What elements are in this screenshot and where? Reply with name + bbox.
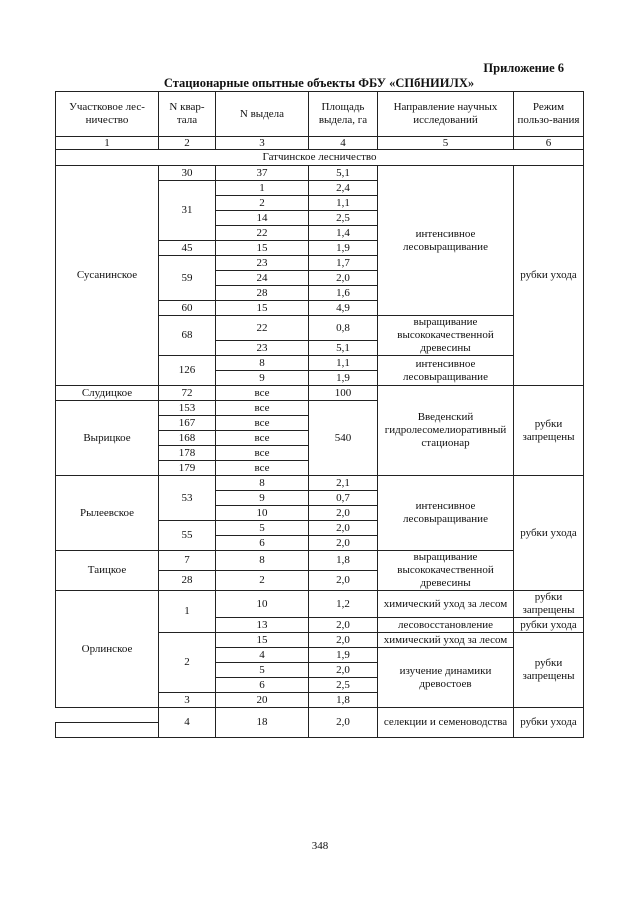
plot-cell: 13 (216, 618, 309, 633)
quarter-cell: 45 (159, 241, 216, 256)
quarter-cell: 59 (159, 256, 216, 301)
plot-cell: 18 (216, 708, 309, 738)
header-cell: Направление научных исследований (378, 92, 514, 137)
quarter-cell: 55 (159, 521, 216, 551)
direction-cell: интенсивное лесовыращивание (378, 166, 514, 316)
header-cell: Режим пользо-вания (514, 92, 584, 137)
area-cell: 1,7 (309, 256, 378, 271)
regime-cell: рубки ухода (514, 166, 584, 386)
area-cell: 1,9 (309, 648, 378, 663)
quarter-cell: 60 (159, 301, 216, 316)
direction-cell: селекции и семеноводства (378, 708, 514, 738)
direction-cell: Введенский гидролесомелиоративный стационар (378, 386, 514, 476)
plot-cell: 14 (216, 211, 309, 226)
area-cell: 1,6 (309, 286, 378, 301)
plot-cell: 6 (216, 536, 309, 551)
plot-cell: 5 (216, 663, 309, 678)
header-cell: N квар-тала (159, 92, 216, 137)
plot-cell: 8 (216, 476, 309, 491)
header-cell: Участковое лес-ничество (56, 92, 159, 137)
forestry-cell: Сусанинское (56, 166, 159, 386)
appendix-label: Приложение 6 (483, 61, 564, 75)
section-row (56, 150, 584, 166)
column-number: 6 (514, 137, 584, 150)
column-number-row (56, 137, 584, 150)
plot-cell: 15 (216, 301, 309, 316)
plot-cell: все (216, 416, 309, 431)
quarter-cell: 1 (159, 591, 216, 633)
quarter-cell: 153 (159, 401, 216, 416)
plot-cell: 22 (216, 316, 309, 341)
research-sites-table (55, 91, 584, 738)
quarter-cell: 126 (159, 356, 216, 386)
plot-cell: все (216, 446, 309, 461)
plot-cell: 8 (216, 551, 309, 571)
quarter-cell: 7 (159, 551, 216, 571)
quarter-cell: 72 (159, 386, 216, 401)
page-number: 348 (311, 840, 329, 852)
direction-cell: интенсивное лесовыращивание (378, 356, 514, 386)
plot-cell: 2 (216, 196, 309, 211)
quarter-cell: 30 (159, 166, 216, 181)
area-cell: 2,5 (309, 678, 378, 693)
plot-cell: 37 (216, 166, 309, 181)
area-cell: 2,4 (309, 181, 378, 196)
plot-cell: 28 (216, 286, 309, 301)
area-cell: 0,7 (309, 491, 378, 506)
plot-cell: 10 (216, 506, 309, 521)
area-cell: 2,0 (309, 708, 378, 738)
column-number: 2 (159, 137, 216, 150)
area-cell: 2,1 (309, 476, 378, 491)
plot-cell: все (216, 461, 309, 476)
header-cell: N выдела (216, 92, 309, 137)
header-row (56, 92, 584, 137)
direction-cell: интенсивное лесовыращивание (378, 476, 514, 551)
plot-cell: 23 (216, 256, 309, 271)
document-title: Стационарные опытные объекты ФБУ «СПбНИИЛХ» (163, 76, 475, 90)
quarter-cell: 178 (159, 446, 216, 461)
area-cell: 4,9 (309, 301, 378, 316)
quarter-cell: 3 (159, 693, 216, 708)
plot-cell: 23 (216, 341, 309, 356)
area-cell: 1,9 (309, 371, 378, 386)
column-number: 5 (378, 137, 514, 150)
area-cell: 1,8 (309, 551, 378, 571)
plot-cell: 8 (216, 356, 309, 371)
column-number: 4 (309, 137, 378, 150)
regime-cell: рубки запрещены (514, 591, 584, 618)
plot-cell: 5 (216, 521, 309, 536)
quarter-cell: 68 (159, 316, 216, 356)
area-cell: 0,8 (309, 316, 378, 341)
table-row (56, 551, 584, 571)
table-row (56, 166, 584, 181)
section-title: Гатчинское лесничество (56, 150, 584, 166)
direction-cell: изучение динамики древостоев (378, 648, 514, 708)
area-cell: 100 (309, 386, 378, 401)
table-row (56, 708, 584, 723)
quarter-cell: 167 (159, 416, 216, 431)
direction-cell: выращивание высококачественной древесины (378, 316, 514, 356)
area-cell: 2,0 (309, 506, 378, 521)
plot-cell: 24 (216, 271, 309, 286)
plot-cell: 4 (216, 648, 309, 663)
direction-cell: выращивание высококачественной древесины (378, 551, 514, 591)
table-row (56, 476, 584, 491)
area-cell: 2,0 (309, 521, 378, 536)
plot-cell: 15 (216, 633, 309, 648)
area-cell: 1,8 (309, 693, 378, 708)
area-cell: 1,1 (309, 196, 378, 211)
area-cell: 1,2 (309, 591, 378, 618)
area-cell: 5,1 (309, 341, 378, 356)
plot-cell: 10 (216, 591, 309, 618)
forestry-cell: Рылеевское (56, 476, 159, 551)
direction-cell: химический уход за лесом (378, 591, 514, 618)
area-cell: 5,1 (309, 166, 378, 181)
quarter-cell: 168 (159, 431, 216, 446)
regime-cell: рубки запрещены (514, 633, 584, 708)
quarter-cell: 53 (159, 476, 216, 521)
forestry-cell: Слудицкое (56, 386, 159, 401)
quarter-cell: 4 (159, 708, 216, 738)
regime-cell: рубки ухода (514, 476, 584, 591)
plot-cell: 20 (216, 693, 309, 708)
plot-cell: 22 (216, 226, 309, 241)
plot-cell: 2 (216, 571, 309, 591)
plot-cell: все (216, 401, 309, 416)
plot-cell: все (216, 431, 309, 446)
plot-cell: 6 (216, 678, 309, 693)
forestry-cell: Вырицкое (56, 401, 159, 476)
forestry-cell: Таицкое (56, 551, 159, 591)
column-number: 3 (216, 137, 309, 150)
area-cell: 1,9 (309, 241, 378, 256)
area-cell: 2,0 (309, 633, 378, 648)
plot-cell: 9 (216, 371, 309, 386)
quarter-cell: 31 (159, 181, 216, 241)
regime-cell: рубки ухода (514, 618, 584, 633)
area-cell: 2,0 (309, 571, 378, 591)
table-row (56, 386, 584, 401)
direction-cell: лесовосстановление (378, 618, 514, 633)
area-cell: 2,0 (309, 663, 378, 678)
quarter-cell: 2 (159, 633, 216, 693)
forestry-cell-empty (56, 708, 159, 723)
quarter-cell: 179 (159, 461, 216, 476)
area-cell: 1,1 (309, 356, 378, 371)
quarter-cell: 28 (159, 571, 216, 591)
area-cell: 1,4 (309, 226, 378, 241)
plot-cell: 1 (216, 181, 309, 196)
header-cell: Площадь выдела, га (309, 92, 378, 137)
plot-cell: все (216, 386, 309, 401)
forestry-cell: Орлинское (56, 591, 159, 708)
area-cell: 540 (309, 401, 378, 476)
forestry-cell-empty (56, 723, 159, 738)
area-cell: 2,0 (309, 271, 378, 286)
area-cell: 2,0 (309, 618, 378, 633)
column-number: 1 (56, 137, 159, 150)
area-cell: 2,5 (309, 211, 378, 226)
direction-cell: химический уход за лесом (378, 633, 514, 648)
regime-cell: рубки запрещены (514, 386, 584, 476)
plot-cell: 9 (216, 491, 309, 506)
area-cell: 2,0 (309, 536, 378, 551)
regime-cell: рубки ухода (514, 708, 584, 738)
plot-cell: 15 (216, 241, 309, 256)
